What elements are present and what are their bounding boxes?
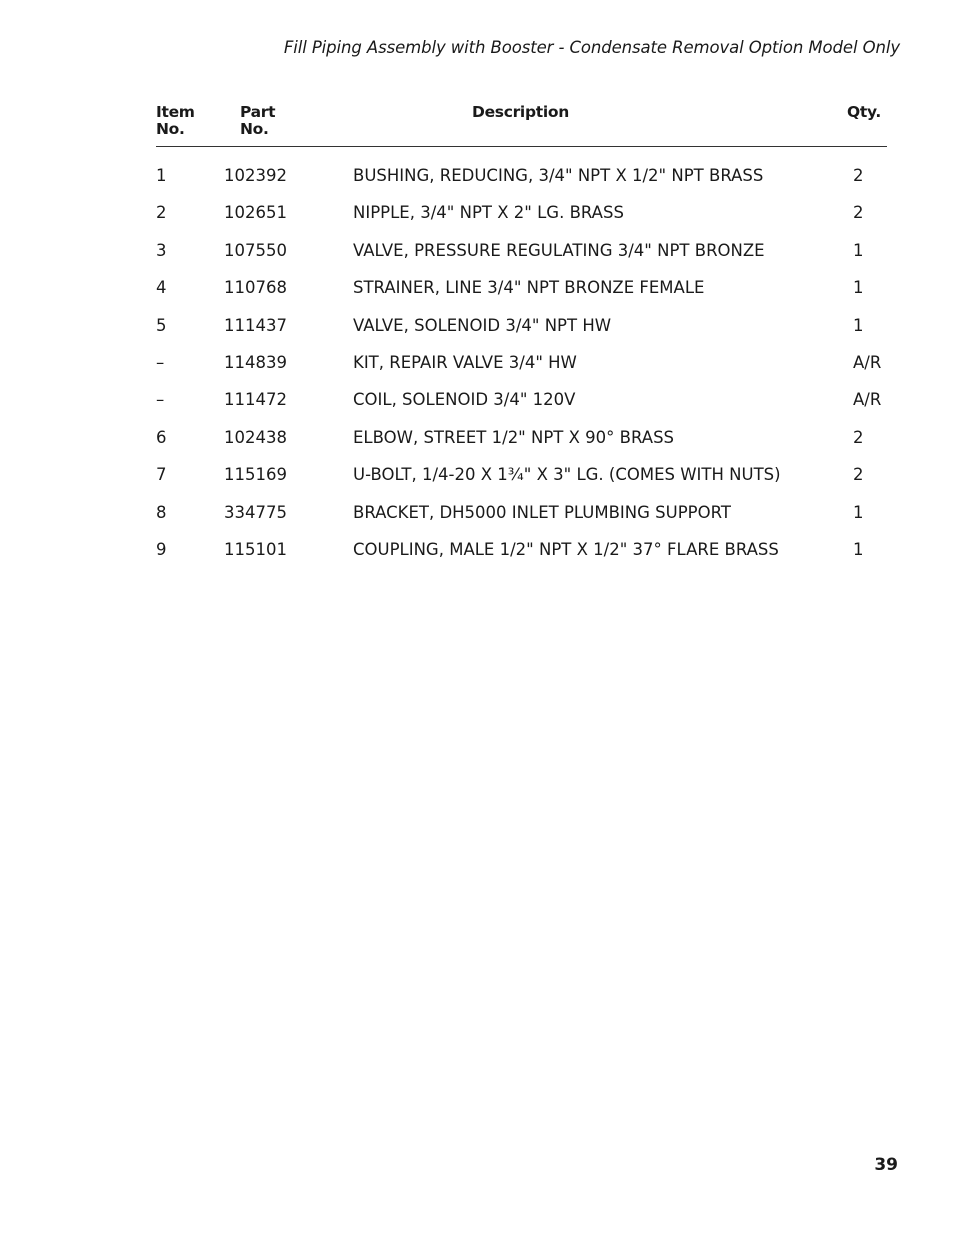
part-number: 114839 (224, 352, 287, 372)
quantity: A/R (853, 352, 882, 372)
quantity: 2 (853, 427, 864, 447)
quantity: A/R (853, 390, 882, 410)
table-row (156, 232, 887, 269)
table-row (156, 494, 887, 531)
part-description: KIT, REPAIR VALVE 3/4" HW (353, 352, 577, 372)
item-number: 6 (156, 427, 167, 447)
item-number: 4 (156, 278, 167, 298)
page-number: 39 (874, 1155, 898, 1175)
quantity: 1 (853, 278, 864, 298)
item-number: 5 (156, 315, 167, 335)
part-description: VALVE, PRESSURE REGULATING 3/4" NPT BRONZE (353, 240, 765, 260)
running-header: Fill Piping Assembly with Booster - Condensate Removal Option Model Only (283, 38, 900, 57)
part-description: NIPPLE, 3/4" NPT X 2" LG. BRASS (353, 203, 624, 223)
part-number: 115101 (224, 539, 287, 559)
column-header-part-no: Part No. (240, 103, 276, 138)
item-number: – (156, 390, 165, 410)
part-description: COUPLING, MALE 1/2" NPT X 1/2" 37° FLARE BRASS (353, 539, 779, 559)
item-number: 1 (156, 166, 167, 185)
table-row (156, 344, 887, 381)
item-number: 8 (156, 502, 167, 522)
part-description: U-BOLT, 1/4-20 X 1¾" X 3" LG. (COMES WITH NUTS) (353, 465, 781, 485)
quantity: 1 (853, 315, 864, 335)
quantity: 1 (853, 240, 864, 260)
part-description: COIL, SOLENOID 3/4" 120V (353, 390, 576, 410)
part-number: 102392 (224, 166, 287, 185)
part-description: BRACKET, DH5000 INLET PLUMBING SUPPORT (353, 502, 731, 522)
column-header-description: Description (472, 103, 569, 121)
part-description: VALVE, SOLENOID 3/4" NPT HW (353, 315, 612, 335)
table-header (156, 104, 887, 147)
item-number: 2 (156, 203, 167, 223)
table-row (156, 419, 887, 456)
part-number: 115169 (224, 465, 287, 485)
item-number: 7 (156, 465, 167, 485)
quantity: 2 (853, 465, 864, 485)
table-row (156, 269, 887, 306)
part-description: STRAINER, LINE 3/4" NPT BRONZE FEMALE (353, 278, 705, 298)
part-number: 102438 (224, 427, 287, 447)
part-number: 110768 (224, 278, 287, 298)
table-row (156, 381, 887, 418)
part-description: ELBOW, STREET 1/2" NPT X 90° BRASS (353, 427, 675, 447)
part-number: 107550 (224, 240, 287, 260)
part-number: 111472 (224, 390, 287, 410)
quantity: 1 (853, 502, 864, 522)
quantity: 2 (853, 166, 864, 185)
table-row (156, 531, 887, 568)
item-number: 3 (156, 240, 167, 260)
parts-table (156, 104, 887, 568)
table-row (156, 307, 887, 344)
item-number: – (156, 352, 165, 372)
part-number: 102651 (224, 203, 287, 223)
part-number: 111437 (224, 315, 287, 335)
quantity: 1 (853, 539, 864, 559)
quantity: 2 (853, 203, 864, 223)
column-header-item-no: Item No. (156, 103, 195, 138)
table-row (156, 157, 887, 194)
table-row (156, 456, 887, 493)
column-header-qty: Qty. (847, 103, 881, 121)
part-description: BUSHING, REDUCING, 3/4" NPT X 1/2" NPT BRASS (353, 166, 764, 185)
item-number: 9 (156, 539, 167, 559)
table-body (156, 157, 887, 568)
part-number: 334775 (224, 502, 287, 522)
table-row (156, 194, 887, 231)
